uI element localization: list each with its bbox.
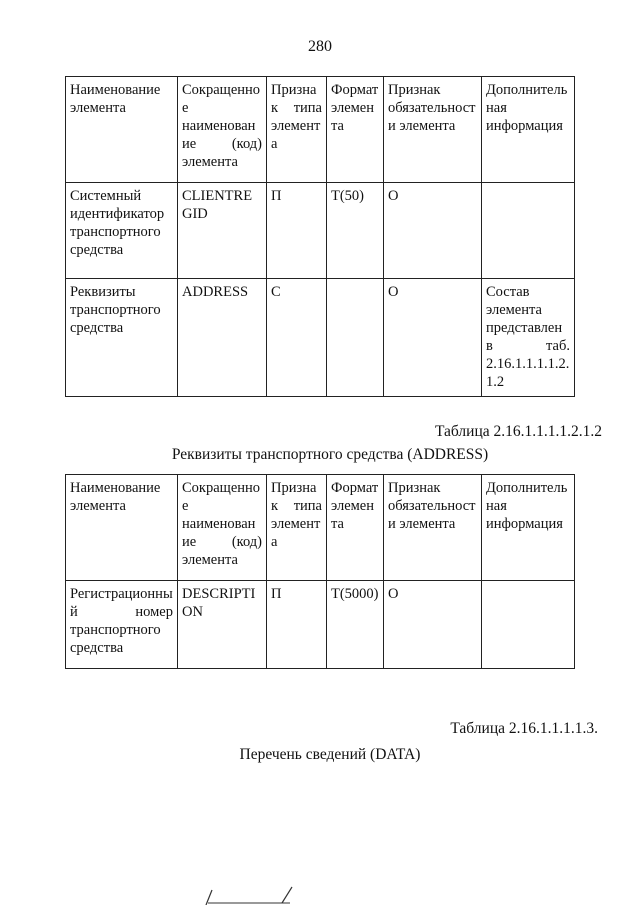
cell-element-required: О [384, 183, 482, 279]
header-cell-required: Признак обязательности элемента [384, 77, 482, 183]
page-number: 280 [308, 38, 332, 55]
cell-element-info [482, 183, 575, 279]
table-header-row [66, 77, 575, 183]
cell-element-format [327, 279, 384, 397]
table-title-caption: Реквизиты транспортного средства (ADDRESS) [171, 446, 489, 463]
table-row [66, 183, 575, 279]
table-row [66, 279, 575, 397]
header-cell-name: Наименование элемента [66, 77, 178, 183]
cell-element-format: T(50) [327, 183, 384, 279]
header-cell-required: Признак обязательности элемента [384, 475, 482, 581]
header-cell-name: Наименование элемента [66, 475, 178, 581]
cell-element-type: П [267, 581, 327, 669]
table-number-caption: Таблица 2.16.1.1.1.1.3. [450, 720, 598, 737]
table-row [66, 581, 575, 669]
elements-table-vehicle [65, 76, 575, 397]
cell-element-name: Системный идентификатор транспортного средства [66, 183, 178, 279]
table-number-caption: Таблица 2.16.1.1.1.1.2.1.2 [434, 423, 602, 440]
cell-element-type: С [267, 279, 327, 397]
header-cell-format: Формат элемента [327, 77, 384, 183]
header-cell-format: Формат элемента [327, 475, 384, 581]
header-cell-type: Признак типа элемента [267, 475, 327, 581]
elements-table-address [65, 474, 575, 669]
cell-element-name: Регистрационный номер транспортного средства [66, 581, 178, 669]
cell-element-type: П [267, 183, 327, 279]
cell-element-name: Реквизиты транспортного средства [66, 279, 178, 397]
cell-element-code: DESCRIPTION [178, 581, 267, 669]
table-title-caption: Перечень сведений (DATA) [239, 746, 421, 763]
header-cell-code: Сокращенное наименование (код) элемента [178, 475, 267, 581]
header-cell-info: Дополнительная информация [482, 77, 575, 183]
cell-element-format: T(5000) [327, 581, 384, 669]
header-cell-type: Признак типа элемента [267, 77, 327, 183]
cell-element-required: О [384, 279, 482, 397]
signature-marks [170, 885, 330, 905]
table-header-row [66, 475, 575, 581]
cell-element-info: Состав элемента представлен в таб. 2.16.1.1.1.1.2.1.2 [482, 279, 575, 397]
header-cell-code: Сокращенное наименование (код) элемента [178, 77, 267, 183]
cell-element-code: ADDRESS [178, 279, 267, 397]
header-cell-info: Дополнительная информация [482, 475, 575, 581]
cell-element-code: CLIENTREGID [178, 183, 267, 279]
cell-element-required: О [384, 581, 482, 669]
cell-element-info [482, 581, 575, 669]
